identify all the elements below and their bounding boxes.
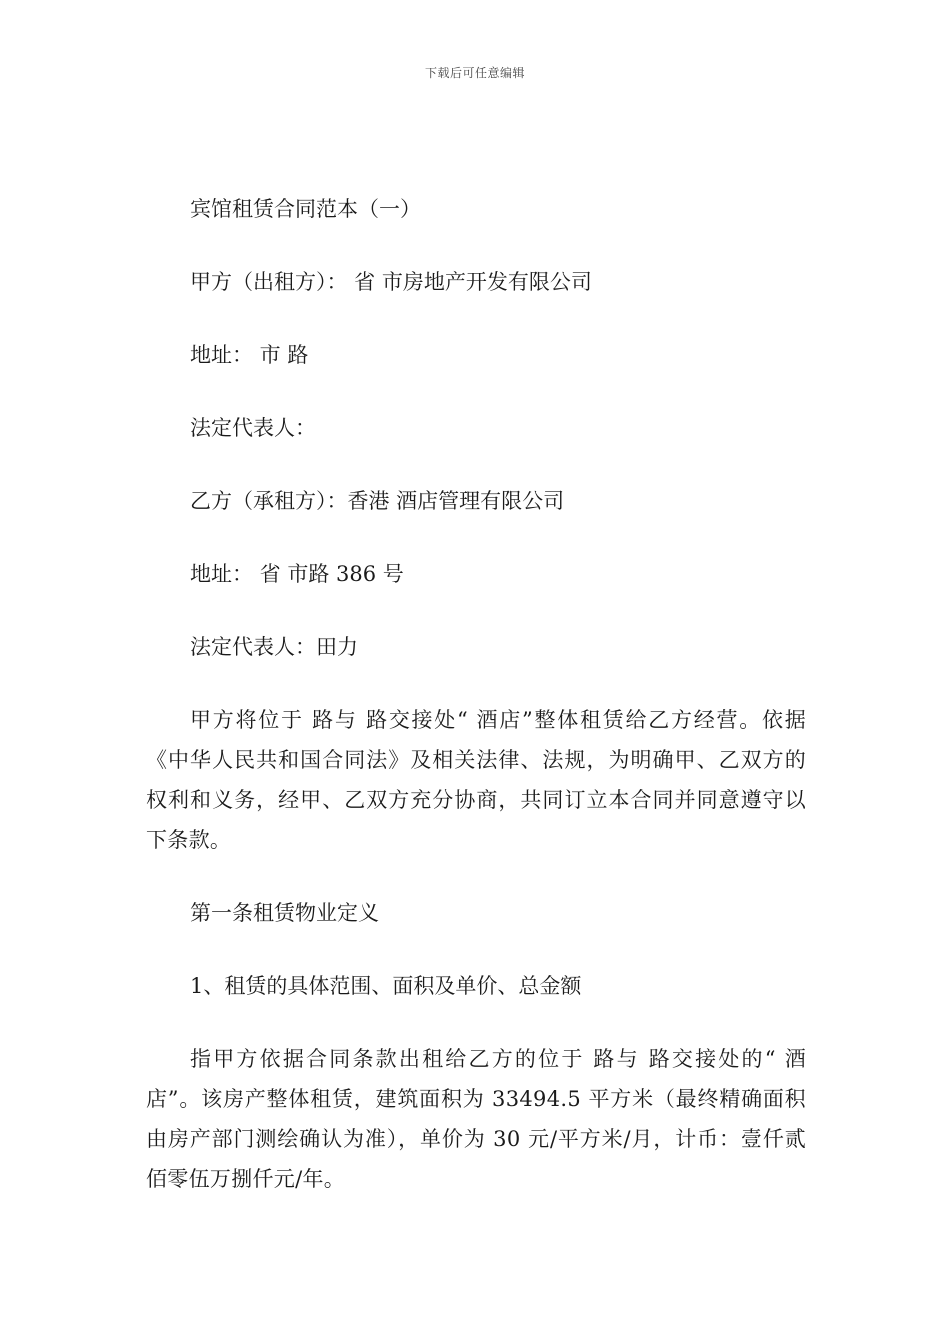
article-1-title: 第一条租赁物业定义	[190, 901, 379, 925]
party-a-representative: 法定代表人：	[190, 416, 316, 440]
page-header-note: 下载后可任意编辑	[424, 66, 525, 80]
party-b-representative: 法定代表人：田力	[190, 635, 358, 659]
article-1-item-1-heading: 1、租赁的具体范围、面积及单价、总金额	[190, 974, 582, 998]
party-b-address: 地址： 省 市路 386 号	[190, 562, 404, 586]
party-a-address: 地址： 市 路	[190, 343, 309, 367]
article-1-item-1-paragraph: 指甲方依据合同条款出租给乙方的位于 路与 路交接处的“ 酒店”。该房产整体租赁，建筑面积为 33494.5 平方米（最终精确面积由房产部门测绘确认为准），单价为 30 元/平方米/月，计币：壹仟贰佰零伍万捌仟元/年。	[146, 1047, 806, 1191]
document-body	[146, 189, 806, 1232]
document-title: 宾馆租赁合同范本（一）	[190, 197, 421, 221]
party-a: 甲方（出租方）： 省 市房地产开发有限公司	[190, 270, 592, 294]
party-b: 乙方（承租方）：香港 酒店管理有限公司	[190, 489, 565, 513]
intro-paragraph: 甲方将位于 路与 路交接处“ 酒店”整体租赁给乙方经营。依据《中华人民共和国合同法》及相关法律、法规，为明确甲、乙双方的权利和义务，经甲、乙双方充分协商，共同订立本合同并同意遵守以下条款。	[146, 708, 806, 852]
